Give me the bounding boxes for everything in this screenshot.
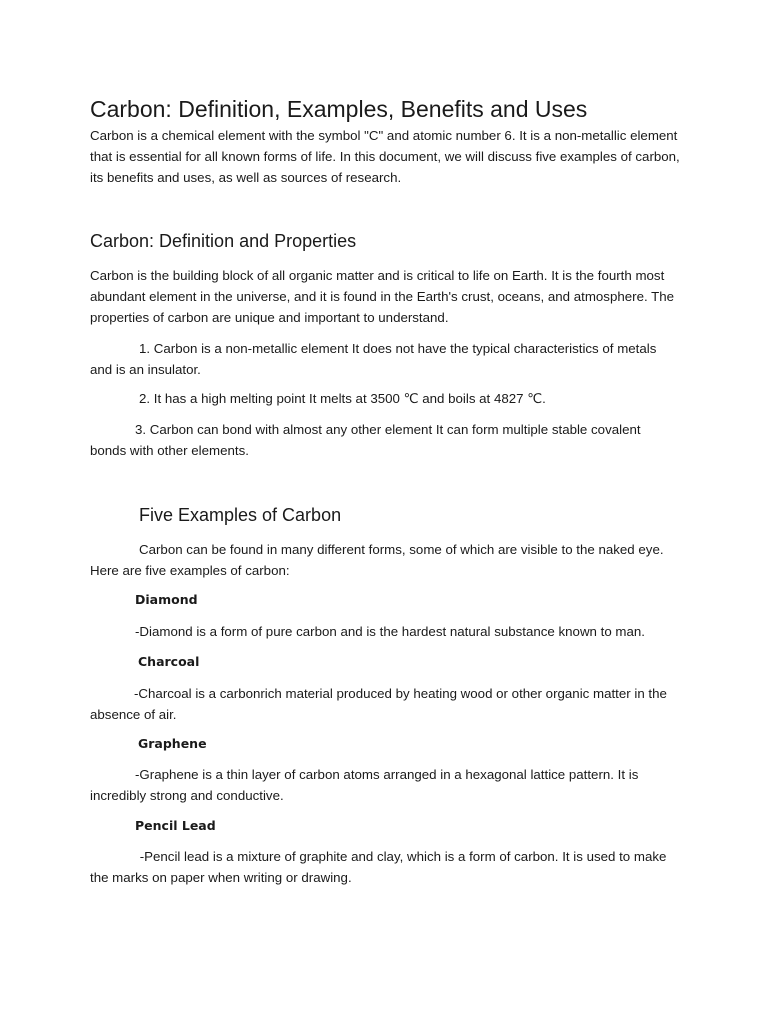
- section-heading-examples: Five Examples of Carbon: [139, 505, 342, 525]
- examples-paragraph: Carbon can be found in many different forms, some of which are visible to the naked eye. Here are five examples of carbon:: [90, 542, 664, 578]
- property-item-2: 2. It has a high melting point It melts at 3500 ℃ and boils at 4827 ℃.: [139, 391, 546, 406]
- property-item-3: 3. Carbon can bond with almost any other element It can form multiple stable covalent bonds with other elements.: [90, 422, 641, 458]
- example-heading-charcoal: Charcoal: [138, 654, 200, 669]
- intro-paragraph: Carbon is a chemical element with the symbol "C" and atomic number 6. It is a non-metallic element that is essential for all known forms of life. In this document, we will discuss five examples of carbon, its benefits and uses, as well as sources of research.: [90, 128, 680, 185]
- example-text-charcoal: -Charcoal is a carbonrich material produced by heating wood or other organic matter in the absence of air.: [90, 686, 667, 722]
- example-text-graphene: -Graphene is a thin layer of carbon atoms arranged in a hexagonal lattice pattern. It is incredibly strong and conductive.: [90, 767, 639, 803]
- example-heading-diamond: Diamond: [135, 592, 198, 607]
- example-heading-graphene: Graphene: [138, 736, 207, 751]
- example-text-diamond: -Diamond is a form of pure carbon and is the hardest natural substance known to man.: [135, 624, 645, 639]
- example-text-pencil-lead: -Pencil lead is a mixture of graphite and clay, which is a form of carbon. It is used to make the marks on paper when writing or drawing.: [90, 849, 671, 885]
- example-heading-pencil-lead: Pencil Lead: [135, 818, 216, 833]
- document-title: Carbon: Definition, Examples, Benefits and Uses: [90, 96, 588, 122]
- property-item-1: 1. Carbon is a non-metallic element It does not have the typical characteristics of metals and is an insulator.: [90, 341, 657, 377]
- section-heading-properties: Carbon: Definition and Properties: [90, 231, 357, 251]
- properties-paragraph: Carbon is the building block of all organic matter and is critical to life on Earth. It is the fourth most abundant element in the universe, and it is found in the Earth's crust, oceans, and atmosphere. The properties of carbon are unique and important to understand.: [90, 268, 675, 325]
